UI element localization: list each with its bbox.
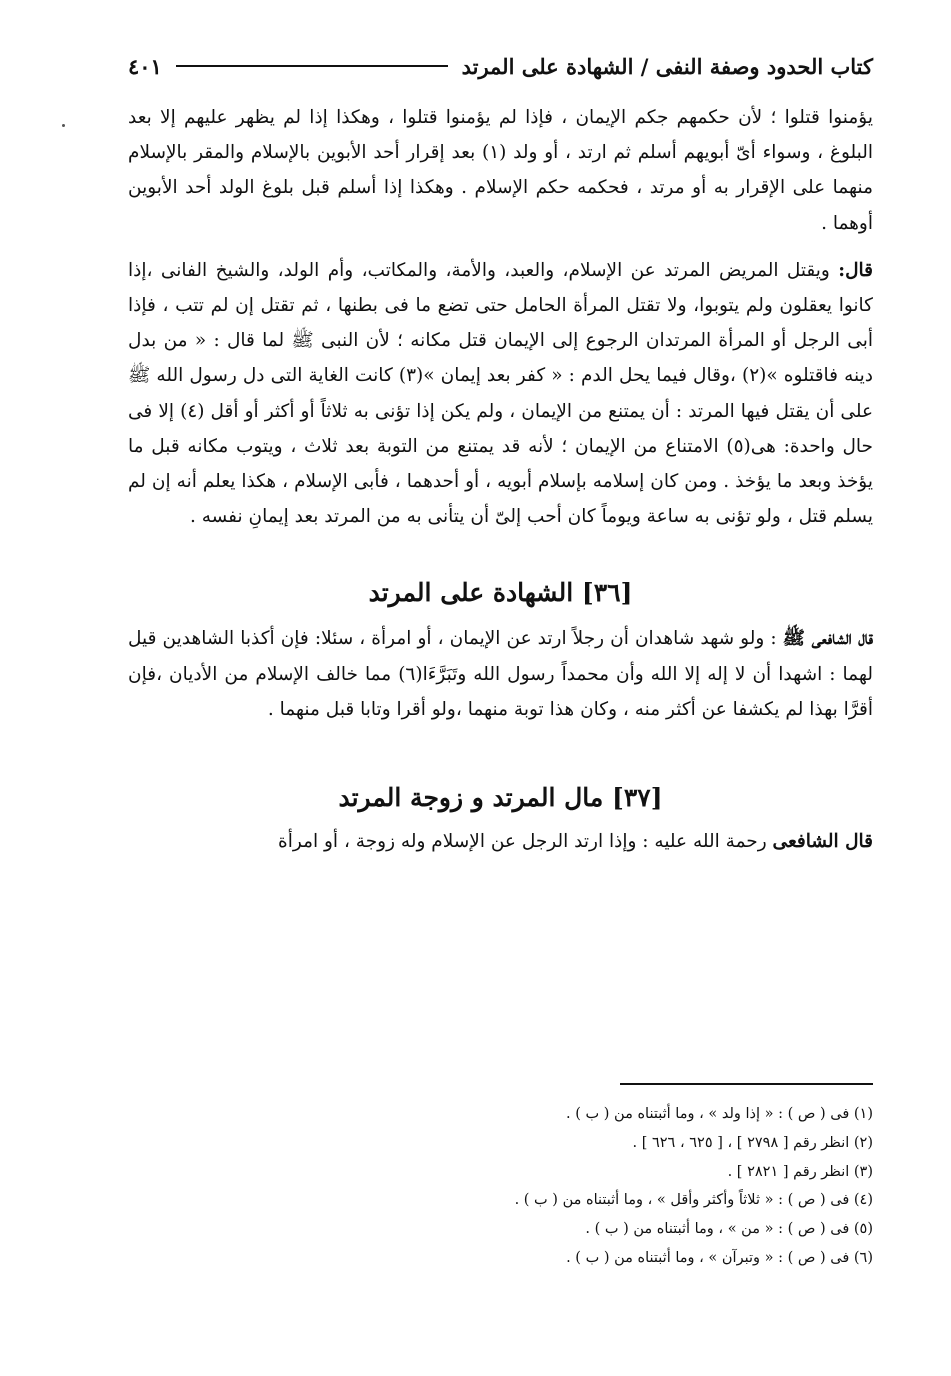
footnote-rule bbox=[620, 1083, 873, 1085]
scan-speck bbox=[62, 124, 65, 127]
section-37-title: [٣٧] مال المرتد و زوجة المرتد bbox=[338, 783, 663, 813]
section-36-lead: قال الشافعى ﷺ bbox=[782, 628, 873, 650]
paragraph-1-text: يؤمنوا قتلوا ؛ لأن حكمهم جكم الإيمان ، فإذا لم يؤمنوا قتلوا ، وهكذا إذا لم يظهر عليهم إلا بعد البلوغ ، وسواء أىّ أبويهم أسلم ثم ارتد ، أو ولد (١) بعد إقرار أحد الأبوين بالإسلام والمقر بالإسلام منهما على الإقرار به أو مرتد ، فحكمه حكم الإسلام . وهكذا إذا أسلم قبل بلوغ الولد أحد الأبوين أوهما . bbox=[128, 107, 873, 234]
footnote-5: (٥) فى ( ص ) : « من » ، وما أثبتناه من ( ب ) . bbox=[585, 1221, 873, 1238]
section-37-text: رحمة الله عليه : وإذا ارتد الرجل عن الإسلام وله زوجة ، أو امرأة bbox=[278, 831, 773, 853]
header-rule bbox=[176, 65, 448, 67]
footnote-3: (٣) انظر رقم [ ٢٨٢١ ] . bbox=[727, 1163, 873, 1180]
paragraph-1 bbox=[128, 100, 873, 241]
footnote-2: (٢) انظر رقم [ ٢٧٩٨ ] ، [ ٦٢٥ ، ٦٢٦ ] . bbox=[632, 1134, 873, 1151]
paragraph-2-text: ويقتل المريض المرتد عن الإسلام، والعبد، والأمة، والمكاتب، وأم الولد، والشيخ الفانى ،إذا كانوا يعقلون ولم يتوبوا، ولا تقتل المرأة الحامل حتى تضع ما فى بطنها ، ثم تقتل إن لم تتب ، فإذا أبى الرجل أو المرأة المرتدان الرجوع إلى الإيمان قتل مكانه ؛ لأن النبى ﷺ لما قال : « من بدل دينه فاقتلوه »(٢) ،وقال فيما يحل الدم : « كفر بعد إيمان »(٣) كانت الغاية التى دل رسول الله ﷺ على أن يقتل فيها المرتد : أن يمتنع من الإيمان ، ولم يكن إذا تؤنى به ثلاثاً أو أكثر أو أقل (٤) إلا فى حال واحدة: هى(٥) الامتناع من الإيمان ؛ لأنه قد يمتنع من التوبة بعد ثلاث ، ويتوب مكانه قبل ما يؤخذ وبعد ما يؤخذ . ومن كان إسلامه بإسلام أبويه ، أو أحدهما ، فأبى الإسلام ، هكذا يعلم أنه إن لم يسلم قتل ، ولو تؤنى به ساعة ويوماً كان أحب إلىّ أن يتأنى به من المرتد بعد إيمانِ نفسه . bbox=[128, 259, 874, 528]
footnote-1: (١) فى ( ص ) : « إذا ولد » ، وما أثبتناه من ( ب ) . bbox=[566, 1106, 873, 1122]
running-title: كتاب الحدود وصفة النفى / الشهادة على المرتد bbox=[461, 53, 873, 79]
paragraph-2 bbox=[128, 253, 873, 535]
section-36-text: : ولو شهد شاهدان أن رجلاً ارتد عن الإيمان ، أو امرأة ، سئلا: فإن أكذبا الشاهدين قيل لهما : اشهدا أن لا إله إلا الله وأن محمداً رسول الله وتَبَرَّءَا(٦) مما خالف الإسلام من الأديان ،فإن أقرَّا بهذا لم يكشفا عن أكثر منه ، وكان هذا توبة منهما ،ولو أقرا وتابا قبل منهما . bbox=[128, 628, 873, 720]
section-36-paragraph bbox=[128, 621, 873, 727]
page-header bbox=[128, 44, 873, 88]
section-37-lead: قال الشافعى bbox=[772, 831, 873, 853]
section-36-title: [٣٦] الشهادة على المرتد bbox=[368, 578, 633, 608]
footnote-4: (٤) فى ( ص ) : « ثلاثاً وأكثر وأقل » ، وما أثبتناه من ( ب ) . bbox=[514, 1192, 873, 1209]
section-37-paragraph bbox=[128, 824, 873, 859]
page-number: ٤٠١ bbox=[128, 53, 162, 79]
paragraph-2-lead: قال: bbox=[838, 259, 873, 281]
main-text bbox=[128, 100, 873, 859]
footnote-6: (٦) فى ( ص ) : « وتبرآن » ، وما أثبتناه من ( ب ) . bbox=[566, 1249, 873, 1266]
footnotes bbox=[200, 1100, 873, 1273]
